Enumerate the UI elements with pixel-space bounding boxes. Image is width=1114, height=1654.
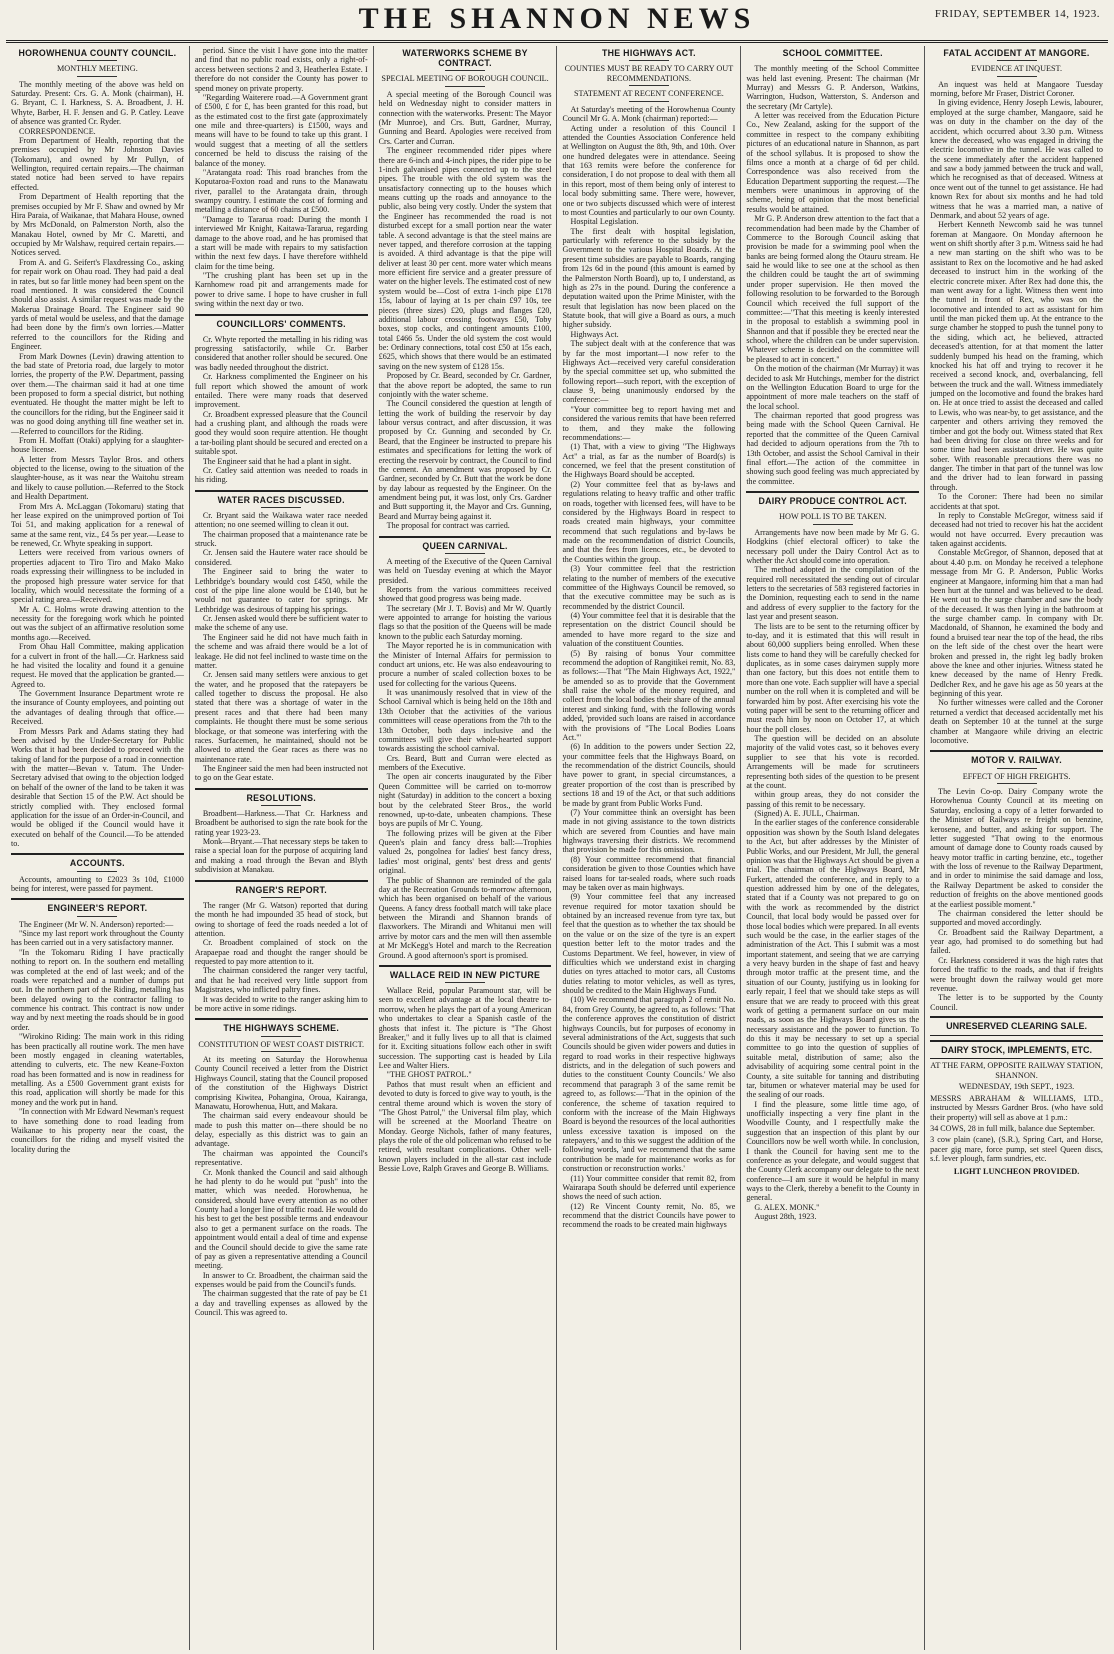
- article-divider: [379, 965, 552, 967]
- article-paragraph: I find the pleasure, some little time ago, of unofficially inspecting a very fine plant in the Woodville County, and I respectfully make the suggestion that an inspection of this plant by our Councillors now be well worth while. In conclusion, I thank the Council for having sent me to the conference as your delegate, and would suggest that the County Clerk accompany our delegate to the next conference—I am sure it would be helpful in many ways to the Clerk, thereby a benefit to the County in general.: [746, 1099, 920, 1203]
- article-paragraph: The Engineer said he did not have much faith in the scheme and was afraid there would be a lot of leakage. He did not feel inclined to waste time on the matter.: [194, 632, 368, 670]
- article-headline: WATER RACES DISCUSSED.: [217, 494, 345, 505]
- article-paragraph: Hospital Legislation.: [570, 217, 639, 227]
- article-paragraph: It was decided to write to the ranger asking him to be more active in some ridings.: [194, 994, 368, 1013]
- article: [562, 48, 735, 1230]
- article-paragraph: To the Coroner: There had been no similar accidents at that spot.: [930, 492, 1103, 511]
- article-headline: MOTOR V. RAILWAY.: [971, 755, 1062, 766]
- article-paragraph: The chairman reported that good progress was being made with the School Queen Carnival. He reported that the committee of the Queen Carnival had decided to adjourn operations from the 7th to 13th October, and assist the School Carnival in their final effort.—The action of the committee in showing such good feeling was much appreciated by the committee.: [746, 411, 920, 486]
- article-paragraph: The Council considered the question at length of letting the work of building the reservoir by day labour versus contract, and after discussion, it was proposed by Cr. Gunning and seconded by Cr. Beard, that the Engineer be instructed to prepare his estimates and specifications for letting the work of erecting the reservoir by contract, the Council to find the cement. An amendment was proposed by Cr. Gardner, seconded by Cr. Butt that the work be done by day labour as requested by the Engineer. On the amendment being put, it was lost, only Crs. Gardner and Butt supporting it, the Mayor and Crs. Gunning, Beard and Murray being against it.: [378, 399, 552, 521]
- article-paragraph: It was unanimously resolved that in view of the School Carnival which is being held on the 18th and 13th October that the activities of the various committees will cease operations from the 7th to the 13th October, both days inclusive and the committees will give their whole-hearted support towards assisting the school carnival.: [378, 688, 552, 754]
- article-paragraph: The question will be decided on an absolute majority of the valid votes cast, so it behoves every supplier to see that his vote is recorded. Arrangements will be made for scrutineers representing both sides of the question to be present at the count.: [746, 734, 920, 790]
- headline-rule: [261, 897, 301, 898]
- article-headline: COUNCILLORS' COMMENTS.: [216, 318, 346, 329]
- article-paragraph: The subject dealt with at the conference that was by far the most important—I now refer to the Highways Act—received very careful consideration by the special committee set up, who submitted the following report—such report, with the exception of clause 9, being unanimously endorsed by the conference:—: [562, 339, 736, 405]
- article-paragraph: "The crushing plant has been set up in the Karnhomew road pit and arrangements made for power to drive same. I hope to have crusher in full swing within the next day or two.: [194, 271, 368, 309]
- newspaper-title: THE SHANNON NEWS: [358, 2, 756, 35]
- ad-footer: LIGHT LUNCHEON PROVIDED.: [953, 1167, 1080, 1177]
- article-paragraph: Cr. Jensen said many settlers were anxious to get the water, and he proposed that the ratepayers be called together to discuss the proposal. He also stated that there was a shortage of water in the present races and that there had been many complaints. He thought there must be some serious blockage, or that someone was interfering with the races. Surfacemen, he maintained, should not be allowed to attend the Gear races as there was no maintenance rate.: [194, 670, 368, 764]
- article-paragraph: No further witnesses were called and the Coroner returned a verdict that deceased accidentally met his death on September 10 at the tunnel at the surge chamber at Mangaore while driving an electric locomotive.: [930, 698, 1103, 745]
- article-paragraph: The chairman was appointed the Council's representative.: [194, 1148, 368, 1168]
- article: [746, 48, 919, 486]
- article-paragraph: G. ALEX. MONK.": [754, 1202, 820, 1212]
- masthead-rule: [6, 40, 1108, 43]
- article-headline: THE HIGHWAYS ACT.: [601, 48, 696, 58]
- column-4: [556, 46, 740, 1650]
- subhead-rule: [997, 76, 1037, 77]
- subhead-rule: [997, 783, 1037, 784]
- article-paragraph: In reply to Constable McGregor, witness said if deceased had not tried to recover his hat the accident would not have occurred. Every precaution was taken against accidents.: [930, 510, 1103, 549]
- ad-lot: 34 COWS, 28 in full milk, balance due September.: [930, 1123, 1095, 1133]
- article-subhead: HOW POLL IS TO BE TAKEN.: [779, 512, 887, 522]
- article-paragraph: The public of Shannon are reminded of the gala day at the Recreation Grounds to-morrow afternoon, which has been organised on behalf of the various Queens. A fancy dress football match will take place between the Mirandi and Shannon brands of flaxworkers. The Mirandi and Whitanui men will arrive by motor cars and the men will then assemble at Mr McKegg's Hotel and march to the Recreation Ground. A good afternoon's sport is promised.: [378, 875, 552, 960]
- article-paragraph: Cr. Jensen said the Hautere water race should be considered.: [194, 548, 368, 567]
- article: [379, 970, 552, 1174]
- ad-title: UNRESERVED CLEARING SALE.: [930, 1016, 1103, 1035]
- masthead: [0, 0, 1114, 38]
- article-paragraph: (12) Re Vincent County remit, No. 85, we recommend that the district Councils have power to recommend the roads to be created main highways: [562, 1201, 736, 1230]
- article: [379, 48, 552, 531]
- article-paragraph: The engineer recommended rider pipes where there are 6-inch and 4-inch pipes, the rider pipe to be 1-inch galvanised pipes connected up to the steel pipes. The trouble with the old system was the unsatisfactory connecting up to the houses which means cutting up the roads and annoyance to the public, also being very costly. Under the system that the Engineer has recommended the road is not disturbed except for a small portion near the water table. A second advantage is that the steel mains are never tapped, and therefore corrosion at the tapping is avoided. A third advantage is that the pipe will deliver at least 30 per cent. more water which means more efficient fire service and a greater pressure of water on the higher levels. The estimated cost of new system would be—Cost of extra 1-inch pipe £178 15s, labour of laying at 1s per chain £97 10s, tee pieces (three sizes) £20, plugs and flanges £20, additional labour crossing footways £50, Toby boxes, stop cocks, and contingent amounts £100, total £466 5s. Under the old system the cost would be: Ordinary connections, total cost £50 at 15s each, £625, which shows that there would be an estimated saving on the new system of £128 15s.: [378, 146, 552, 371]
- article-paragraph: (10) We recommend that paragraph 2 of remit No. 84, from Grey County, be agreed to, as follows: 'That the conference approves the constitution of district highways Councils, but for purposes of economy in several administrations of the Act, suggests that such Councils should be given wider powers and duties in regard to road works in their respective highways districts, and in the delegation of such powers and duties to the constituent County Councils.' We also recommend that paragraph 3 of the same remit be agreed to, as follows:—'That in the opinion of the conference, the scheme of taxation required to conform with the increase of the Main Highways Board is beyond the resources of the local authorities unless excessive taxation is imposed on the ratepayers,' and to this we suggest the addition of the following words, 'and we recommend that the same contribution be made for maintenance works as for construction or reconstruction works.': [562, 995, 736, 1174]
- article-divider: [11, 853, 184, 855]
- article-paragraph: In answer to Cr. Broadbent, the chairman said the expenses would be paid from the Council's funds.: [194, 1270, 368, 1290]
- article-paragraph: The ranger (Mr G. Watson) reported that during the month he had impounded 35 head of stock, but owing to shortage of feed the roads needed a lot of attention.: [194, 900, 368, 938]
- article-paragraph: At its meeting on Saturday the Horowhenua County Council received a letter from the District Highways Council, stating that the Council proposed of the constitution of the Highways District comprising Kiwitea, Pohangina, Oroua, Kairanga, Manawatu, Horowhenua, Hutt, and Makara.: [194, 1055, 368, 1111]
- headline-rule: [629, 60, 669, 61]
- article-paragraph: A letter from Messrs Taylor Bros. and others objected to the license, owing to the situation of the slaughter-house, as it was near the Waitohu stream and likely to cause pollution.—Referred to the Stock and Health Department.: [11, 454, 184, 502]
- article-paragraph: August 28th, 1923.: [754, 1212, 817, 1222]
- article-subhead: MONTHLY MEETING.: [57, 64, 138, 74]
- article-paragraph: Cr. Catley said attention was needed to roads in his riding.: [194, 465, 368, 485]
- article-paragraph: Mr A. C. Holms wrote drawing attention to the necessity for the foregoing work which he pointed out was the subject of an affirmative resolution some months ago.—Received.: [11, 604, 184, 642]
- article-paragraph: within group areas, they do not consider the passing of this remit to be necessary.: [746, 790, 920, 809]
- article-paragraph: In the earlier stages of the conference considerable opposition was shown by the South Island delegates to the Act, but after addresses by the Minister of Public Works, and our President, Mr Jull, the general opinion was that the Highways Act should be given a trial. The chairman of the Highways Board, Mr Furkert, attended the conference, and in reply to a question addressed him by one of the delegates, stated that if a County was not prepared to go on with the work as recommended by the district Council, that local body would be passed over for those local bodies which were prepared. In all events such would be the case, in the earlier stages of the administration of the Act. This I submit was a most important statement, and seeing that we are carrying a very heavy burden in the shape of fast and heavy through motor traffic at the present time, and the situation of our County, justifying us in looking for early repair, I feel that we should take steps as will ensure that we are ready to proceed with this great work of getting a permanent surface on our main roads, as soon as the Highways Board gives us the necessary assistance and the power to function. To do this it may be necessary to set up a special committee to go into the question of supplies of suitable metal, distribution of same; also the advisability of acquiring some central point in the County, a site suitable for tanning and distributing tar, bitumen or whatever material may be used for the sealing of our roads.: [746, 818, 920, 1100]
- article-paragraph: "Regarding Waiterere road.—A Government grant of £500, £ for £, has been granted for this road, but as the estimated cost to the first gate (approximately one mile and three-quarters) is £1500, ways and means will have to be found to take up this grant. I would suggest that a meeting of all the settlers concerned be held to discuss the raising of the balance of the money.: [194, 92, 368, 168]
- article: [379, 541, 552, 960]
- subhead-rule: [813, 524, 853, 525]
- article-paragraph: "Your committee beg to report having met and considered the various remits that have been referred to them, and they make the following recommendations:—: [562, 404, 736, 442]
- issue-date: FRIDAY, SEPTEMBER 14, 1923.: [934, 8, 1100, 20]
- headline-rule: [997, 60, 1037, 61]
- article-paragraph: (Signed) A. E. JULL, Chairman.: [754, 809, 860, 819]
- headline-rule: [261, 1036, 301, 1037]
- article-subhead: EVIDENCE AT INQUEST.: [971, 64, 1062, 74]
- article-paragraph: The first dealt with hospital legislation, particularly with reference to the subsidy by the Government to the various Hospital Boards. At the present time subsidies are payable to Boards, ranging from 12s 6d in the pound (this amount is earned by the Palmerston North Board), up to, I understand, as high as 27s in the pound. During the conference a deputation waited upon the Prime Minister, with the result that legislation has now been placed on the Statute book, that will give a Board as ours, a much higher subsidy.: [562, 226, 736, 330]
- article-paragraph: The following prizes will be given at the Fiber Queen's plain and fancy dress ball:—Trophies valued 2s, pongolnea for ladies' best fancy dress, ladies' most original, gents' best dress and gents' original.: [378, 828, 552, 876]
- article-headline: ACCOUNTS.: [69, 858, 125, 869]
- article-paragraph: The open air concerts inaugurated by the Fiber Queen Committee will be carried on to-morrow night (Saturday) in addition to the concert a boxing bout by the celebrated Steer Bros., the world renowned, up-to-date, unbeaten champions. These boys are pupils of Mr C. Young.: [378, 772, 552, 829]
- article-paragraph: (4) Your committee feel that it is desirable that the representation on the district Council should be amended to have more regard to the size and valuation of the constituent Counties.: [562, 611, 736, 649]
- ad-location: AT THE FARM, OPPOSITE RAILWAY STATION, SHANNON.: [930, 1060, 1103, 1080]
- ad-date: WEDNESDAY, 19th SEPT., 1923.: [958, 1082, 1075, 1092]
- subhead-rule: [629, 85, 669, 86]
- subhead-rule: [445, 86, 485, 87]
- article-paragraph: The chairman considered the letter should be supported and moved accordingly.: [930, 908, 1103, 928]
- article-paragraph: CORRESPONDENCE.: [19, 126, 96, 136]
- headline-rule: [77, 916, 117, 917]
- article: [930, 48, 1103, 745]
- article-paragraph: Highways Act.: [570, 329, 619, 339]
- article-paragraph: The method adopted in the compilation of the required roll necessitated the sending out of circular letters to the secretaries of 583 registered factories in the Dominion, requesting each to send in the name and address of every supplier to the factory for the last year and present season.: [746, 565, 920, 622]
- article-paragraph: "Since my last report work throughout the County has been carried out in a very satisfactory manner.: [11, 929, 184, 948]
- article-paragraph: Cr. Whyte reported the metalling in his riding was progressing satisfactorily, while Cr. Barber considered that another roller should be secured. One was badly needed throughout the district.: [194, 334, 368, 372]
- subhead-rule: [77, 76, 117, 77]
- article-paragraph: Cr. Jensen asked would there be sufficient water to make the scheme of any use.: [194, 614, 368, 633]
- article-paragraph: The monthly meeting of the above was held on Saturday. Present: Crs. G. A. Monk (chairman), H. G. Bryant, C. I. Harkness, S. A. Broadbent, J. H. Whyte, Barber, H. F. Jensen and G. P. Catley. Leave of absence was granted Cr. Ryder.: [11, 79, 184, 127]
- article-paragraph: Cr. Harkness complimented the Engineer on his full report which showed the amount of work entailed. There were many roads that deserved improvement.: [194, 372, 368, 410]
- article-paragraph: The Government Insurance Department wrote re the insurance of County employees, and pointing out the advantages of dealing through that office.—Received.: [11, 689, 184, 727]
- article-paragraph: The chairman considered the ranger very tactful, and that he had received very little support from Magistrates, who inflicted paltry fines.: [194, 966, 368, 995]
- article-paragraph: "In the Tokomaru Riding I have practically nothing to report on. In the southern end metalling was completed at the end of last week; and of the roads were repatched and a number of dumps put out. In the northern part of the Riding, metalling has been delayed owing to the contractor falling to commence his contract. This contract is now under way and by next meeting the roads should be in good order.: [11, 947, 184, 1032]
- article-paragraph: From Messrs Park and Adams stating they had been advised by the Under-Secretary for Public Works that it had been decided to proceed with the taking of land for the purpose of a road in connection with the matter—Bevan v. Tatum. The Under-Secretary advised that owing to the objection lodged on behalf of the owner of the land to be taken it was desirable that Section 15 of the P.W. Act should be strictly complied with. They enclosed formal application for the issue of an Order-in-Council, and would be obliged if the Council would have it executed on behalf of the Council.—To be attended to.: [11, 726, 184, 849]
- article: [11, 858, 184, 893]
- article-divider: [746, 491, 919, 493]
- article-divider: [379, 536, 552, 538]
- article-divider: [195, 314, 368, 316]
- article-headline: SCHOOL COMMITTEE.: [782, 48, 883, 58]
- article-paragraph: (2) Your committee feel that as by-laws and regulations relating to heavy traffic and other traffic on roads, together with licensed fees, will have to be considered by the Highways Board in respect to roads created main highways, your committee recommend that such regulations and by-laws be made on the recommendation of district Councils, and that the fees from licences, etc., be devoted to the Counties within the group.: [562, 479, 736, 564]
- article-paragraph: The Engineer said that he had a plant in sight.: [202, 456, 352, 466]
- headline-rule: [77, 871, 117, 872]
- article-paragraph: (5) By raising of bonus Your committee recommend the adoption of Rangitikei remit, No. 83, as follows:—That "The Main Highways Act, 1922," be amended so as to provide that the Government shall raise the whole of the money required, and collect from the local bodies their share of the annual interest and sinking fund, with the following words added, 'provided such loans are raised in accordance with the provisions of "The Local Bodies Loans Act."': [562, 648, 736, 742]
- article-paragraph: "Damage to Tararua road: During the month I interviewed Mr Knight, Kaitawa-Tararua, regarding damage to the above road, and he has promised that a start will be made with repairs to my satisfaction within the next few days. I have therefore withheld claim for the time being.: [194, 214, 368, 271]
- article-subhead: SPECIAL MEETING OF BOROUGH COUNCIL.: [381, 74, 549, 84]
- article: [11, 903, 184, 1154]
- article-paragraph: Accounts, amounting to £2023 3s 10d, £1000 being for interest, were passed for payment.: [11, 874, 184, 894]
- article-paragraph: Arrangements have now been made by Mr G. G. Hodgkins (chief electoral officer) to take the necessary poll under the Dairy Control Act as to whether the Act should come into operation.: [746, 527, 920, 565]
- article-paragraph: The letter is to be supported by the County Council.: [930, 993, 1103, 1012]
- article-headline: WALLACE REID IN NEW PICTURE: [389, 969, 541, 980]
- article-paragraph: The Mayor reported he is in communication with the Minister of Internal Affairs for permission to conduct art unions, etc. He was also endeavouring to procure a number of scaled collection boxes to be used for collecting for the various Queens.: [378, 641, 552, 688]
- column-2: [189, 46, 373, 1650]
- article-paragraph: The monthly meeting of the School Committee was held last evening. Present: The chairman (Mr Murray) and Messrs G. P. Anderson, Watkins, Warrington, Hudson, Watterston, S. Anderson and the secretary (Mr Cartyle).: [746, 64, 920, 111]
- article-paragraph: Cr. Bryant said the Waikawa water race needed attention; no one seemed willing to clean it out.: [194, 510, 368, 530]
- article-paragraph: At Saturday's meeting of the Horowhenua County Council Mr G. A. Monk (chairman) reported:—: [562, 104, 736, 124]
- article-paragraph: An inquest was held at Mangaore Tuesday morning, before Mr Fraser, District Coroner.: [930, 79, 1103, 99]
- article-paragraph: Reports from the various committees received showed that good progress was being made.: [378, 584, 552, 604]
- article-subhead: CONSTITUTION OF WEST COAST DISTRICT.: [198, 1039, 365, 1049]
- article-paragraph: From Mrs A. McLaggan (Tokomaru) stating that her lease expired on the unimproved portion of Toi Toi 51, and making application for a renewal of same at the same rent, viz., £4 5s per year.—Lease to be renewed, Cr. Whyte speaking in support.: [11, 501, 184, 549]
- article-paragraph: The proposal for contract was carried.: [386, 521, 510, 531]
- article-subhead: STATEMENT AT RECENT CONFERENCE.: [573, 89, 724, 99]
- article-paragraph: A letter was received from the Education Picture Co., New Zealand, asking for the support of the committee in respect to the company exhibiting pictures of an educational nature in Shannon, as part of the school syllabus. It is proposed to show the films once a month at a charge of 6d per child. Correspondence was also received from the Education Department supporting the request.—The members were unanimous in approving of the scheme, being of opinion that the most beneficial results would be attained.: [746, 111, 920, 214]
- article-divider: [930, 750, 1103, 752]
- clearing-sale-advertisement: [930, 1016, 1103, 1177]
- article-paragraph: The Engineer (Mr W. N. Anderson) reported:—: [19, 919, 174, 929]
- article-paragraph: Herbert Kenneth Newcomb said he was tunnel foreman at Mangaore. On Monday afternoon he went on shift shortly after 3 p.m. Witness said he had a new man starting on the shift who was to be assistant to Rex on the locomotive and he had asked deceased to instruct him in the working of the electric concrete mixer. After Rex had done this, the man went away for a light. Witness then went into the tunnel in front of Rex, who was on the locomotive and intended to act as assistant for him until the man picked them up. At the entrance to the surge chamber he stopped to push the tunnel pony to the siding, which act, he believed, attracted deceased's attention, for at that moment the latter suddenly bumped his head on the framing, which knocked his hat off and trying to recover it he received a second knock, and, overbalancing, fell between the truck and the wall. Witness immediately jumped on the locomotive and found the brakes hard on. He at once tried to assist the deceased and called to Lewis, who was near-by, to get assistance, and the carpenter and others arriving they removed the timber and got the body out. Witness stated that Rex had been driving for close on three weeks and for some time had been assistant driver. He was quite sober. With reasonable precautions there was no danger. The timber in that part of the tunnel was low and the driver had to lean forward in passing through.: [930, 220, 1103, 492]
- article-divider: [195, 490, 368, 492]
- article-paragraph: Cr. Harkness considered it was the high rates that forced the traffic to the roads, and that if freights were brought down the railway would get more revenue.: [930, 955, 1103, 993]
- article-paragraph: "THE GHOST PATROL.": [386, 1070, 472, 1080]
- article: [195, 1023, 368, 1317]
- article-headline: HOROWHENUA COUNTY COUNCIL.: [18, 48, 177, 58]
- headline-rule: [261, 507, 301, 508]
- article-paragraph: Pathos that must result when an efficient and devoted to duty is forced to give way to youth, is the central theme around which is woven the story of "The Ghost Patrol," the Universal film play, which will be screened at the Moorland Theatre on Monday. George Nichols, father of many features, plays the role of the old policeman who refused to be retired, with resultant complications. Other well-known players included in the all-star cast include Bessie Love, Ralph Graves and George B. Williams.: [378, 1079, 552, 1174]
- ad-body: MESSRS ABRAHAM & WILLIAMS, LTD., instructed by Messrs Gardner Bros. (who have sold their property) will sell as above at 1 p.m.:: [930, 1093, 1103, 1122]
- article-paragraph: The chairman proposed that a maintenance rate be struck.: [194, 529, 368, 549]
- article-paragraph: Broadbent—Harkness.—That Cr. Harkness and Broadbent be authorised to sign the rate book for the rating year 1923-23.: [194, 808, 368, 837]
- article-paragraph: "Aratangata road: This road branches from the Koputaroa-Foxton road and runs to the Manawatu river, parallel to the Aratangata drain, through swampy country. I estimate the cost of forming and metalling a distance of 60 chains at £500.: [194, 167, 368, 215]
- article-headline: RESOLUTIONS.: [246, 792, 317, 803]
- article-divider: [195, 880, 368, 882]
- article: [195, 495, 368, 783]
- subhead-rule: [261, 1051, 301, 1052]
- headline-rule: [77, 60, 117, 61]
- article-paragraph: From A. and G. Seifert's Flaxdressing Co., asking for repair work on Ohau road. They had paid a deal in rates, but so far little money had been spent on the road mentioned. It was considered the Council should also assist. A similar request was made by the Makerua Drainage Board. The Engineer said 90 yards of metal would be useless, and that the damage had been done by the firm's own lorries.—Matter referred to the councillors for the Riding and Engineer.: [11, 257, 184, 352]
- article-paragraph: (7) Your committee think an oversight has been made in not giving assistance to the town districts which are severed from Counties and have main highways traversing their districts. We recommend that provision be made for this omission.: [562, 807, 736, 855]
- article-paragraph: The Engineer said to bring the water to Lethbridge's boundary would cost £450, while the cost of the pipe line alone would be £140, but he would not guarantee to cater for springs. Mr Lethbridge was desirous of tapping his springs.: [194, 567, 368, 614]
- article: [11, 48, 184, 848]
- article-paragraph: Wallace Reid, popular Paramount star, will be seen to excellent advantage at the local theatre to-morrow, when he plays the part of a young American who undertakes to clear a Spanish castle of the ghosts that infest it. The picture is "The Ghost Breaker," and it fully lives up to all that is claimed for it. Exciting situations follow each other in swift succession. The supporting cast is headed by Lila Lee and Walter Hiers.: [378, 986, 552, 1071]
- article-headline: THE HIGHWAYS SCHEME.: [223, 1023, 340, 1034]
- article-divider: [195, 1018, 368, 1020]
- article-paragraph: Cr. Broadbent complained of stock on the Arapaepae road and thought the ranger should be requested to pay more attention to it.: [194, 938, 368, 967]
- article-paragraph: The lists are to be sent to the returning officer by to-day, and it is estimated that this will result in about 60,000 suppliers being enrolled. When these lists come to hand they will be carefully checked for duplicates, as in some cases dairymen supply more than one factory, but this does not entitle them to more than one vote. Each supplier will have a special number on the roll when it is completed and will be forwarded him by post. After exercising his vote the voting paper will be sent to the returning officer and must reach him by noon on October 17, at which hour the poll closes.: [746, 621, 920, 734]
- article-paragraph: Mr G. P. Anderson drew attention to the fact that a recommendation had been made by the Chamber of Commerce to the Borough Council asking that provision be made for a swimming pool when the banks are being formed along the Otauru stream. He said he would like to see one at the school as then the children could be taught the art of swimming under proper supervision. He then moved the following resolution to be forwarded to the Borough Council which received the full support of the committee:—"That this meeting is keenly interested in the proposal to establish a swimming pool in Shannon and that if possible they be erected near the school, where the children can be under supervision. Whatever scheme is decided on the committee will be pleased to act in concert.": [746, 214, 920, 364]
- column-6: [924, 46, 1108, 1650]
- article-divider: [11, 898, 184, 900]
- article-paragraph: A special meeting of the Borough Council was held on Wednesday night to consider matters in connection with the waterworks. Present: The Mayor (Mr Munroe), and Crs. Butt, Gardner, Murray, Gunning and Beard. Apologies were received from Crs. Carter and Curran.: [378, 89, 552, 146]
- article-headline: QUEEN CARNIVAL.: [422, 540, 508, 551]
- article-headline: DAIRY PRODUCE CONTROL ACT.: [758, 496, 907, 507]
- article-paragraph: Cr. Broadbent expressed pleasure that the Council had a crushing plant, and although the roads were good they would soon require attention. He thought a tar-boiling plant should be secured and erected on a suitable spot.: [194, 409, 368, 457]
- headline-rule: [261, 331, 301, 332]
- article-paragraph: (6) In addition to the powers under Section 22, your committee feels that the Highways Board, on the recommendation of the district Councils, should have power to grant, in special circumstances, a greater proportion of the cost than is prescribed by sections 18 and 19 of the Act, or that such additions be made by grant from Public Works Fund.: [562, 742, 736, 808]
- headline-rule: [445, 553, 485, 554]
- headline-rule: [813, 60, 853, 61]
- newspaper-columns: [6, 46, 1108, 1650]
- article-paragraph: Crs. Beard, Butt and Curran were elected as members of the Executive.: [378, 753, 552, 772]
- article-paragraph: "In connection with Mr Edward Newman's request to have something done to road leading from Waikanae to his property near the coast, the councillors for the riding and myself visited the locality during the: [11, 1107, 184, 1154]
- article-headline: RANGER'S REPORT.: [235, 884, 327, 895]
- headline-rule: [813, 508, 853, 509]
- article-paragraph: Monk—Bryant.—That necessary steps be taken to raise a special loan for the purpose of acquiring land and making a road through the Bevan and Blyth subdivision at Manakau.: [194, 837, 368, 875]
- column-3: [373, 46, 557, 1650]
- column-5: [740, 46, 924, 1650]
- headline-rule: [261, 805, 301, 806]
- article-paragraph: The Engineer said the men had been instructed not to go on the Gear estate.: [194, 764, 368, 783]
- article-paragraph: From Mark Downes (Levin) drawing attention to the bad state of Pretoria road, due largely to motor lorries, the property of the P.W. Department, passing over them.—The chairman said it had at one time been proposed to form a special district, but nothing eventuated. He thought the matter might be left to the councillors for the riding, but the Engineer said it was no good doing anything till fine weather set in.—Referred to councillors for the Riding.: [11, 351, 184, 436]
- article: [195, 793, 368, 875]
- article-paragraph: The chairman said every endeavour should be made to push this matter on—there should be no delay, especially as this district was to gain an advantage.: [194, 1111, 368, 1149]
- headline-rule: [997, 768, 1037, 769]
- ad-items: 3 cow plain (cane), (S.R.), Spring Cart, and Horse, pacer gig mare, force pump, set steel Queen discs, s.f. lever plough, farm sundries, etc.: [930, 1135, 1103, 1164]
- article-paragraph: The secretary (Mr J. T. Bovis) and Mr W. Quartly were appointed to arrange for hoisting the various flags so that the position of the Queens will be made known to the public each Saturday morning.: [378, 603, 552, 641]
- article: [195, 885, 368, 1014]
- article-paragraph: From Ohau Hall Committee, making application for a culvert in front of the hall.—Cr. Harkness said he had visited the locality and found it a genuine request. He moved that the application be granted.—Agreed to.: [11, 642, 184, 689]
- article-headline: ENGINEER'S REPORT.: [47, 903, 148, 914]
- article-headline: WATERWORKS SCHEME BY CONTRACT.: [402, 48, 528, 69]
- article-paragraph: "Wirokino Riding: The main work in this riding has been practically all routine work. The men have been mostly engaged in cleaning watertables, attending to culverts, etc. The new Keane-Foxton road has been formatted and is now in readiness for metalling. As a £500 Government grant exists for this road, application will shortly be made for this money and the work put in hand.: [11, 1032, 184, 1107]
- article: [930, 755, 1103, 1012]
- article-paragraph: Acting under a resolution of this Council I attended the Counties Association Conference held at Wellington on August the 8th, 9th, and 10th. Over one hundred delegates were in attendance. Seeing that 163 remits were before the conference for consideration, I do not propose to deal with them all in this report, most of them being only of interest to local body submitting same. There were, however, one or two subjects discussed which were of interest to most Counties and particularly to our own County.: [562, 123, 736, 217]
- ad-subtitle: DAIRY STOCK, IMPLEMENTS, ETC.: [930, 1040, 1103, 1059]
- article: [195, 319, 368, 485]
- article-paragraph: (9) Your committee feel that any increased revenue required for motor taxation should be obtained by an increased revenue from tyre tax, but feel that the question as to whether the tax should be on the value or on the size of the tyre is an expert question better left to the motor trades and the Customs Department. We feel, however, in view of difficulties which we understand exist in charging duties on tyres attached to motor cars, all Customs duties relating to motor vehicles, as well as tyres, should be credited to the Main Highways Fund.: [562, 892, 736, 995]
- article-headline: FATAL ACCIDENT AT MANGORE.: [943, 48, 1090, 58]
- article-paragraph: From Department of Health, reporting that the premises occupied by Mr Johnston Davies (Tokomaru), and owned by Mr Pullyn, of Wellington, required certain repairs.—The chairman stated notice had been served to have repairs effected.: [11, 135, 184, 192]
- article-paragraph: Cr. Broadbent said the Railway Department, a year ago, had promised to do something but had failed.: [930, 927, 1103, 956]
- article-paragraph: Proposed by Cr. Beard, seconded by Cr. Gardner, that the above report be adopted, the same to run conjointly with the water scheme.: [378, 371, 552, 399]
- article-paragraph: (3) Your committee feel that the restriction relating to the number of members of the executive committee of the Highways Council be removed, so that the executive committee may be such as is recommended by the district Council.: [562, 564, 736, 611]
- article-paragraph: (1) That, with a view to giving "The Highways Act" a trial, as far as the number of Board(s) is concerned, we feel that the present constitution of the Highways Board should be accepted.: [562, 442, 736, 480]
- article-subhead: COUNTIES MUST BE READY TO CARRY OUT RECOMMENDATIONS.: [564, 64, 734, 83]
- article-paragraph: In giving evidence, Henry Joseph Lewis, labourer, employed at the surge chamber, Mangaore, said he was on duty in the chamber on the day of the accident, which occurred about 3.30 p.m. Witness knew the deceased, who was engaged in driving the electric locomotive in the tunnel. He was called to the scene immediately after the accident happened and saw a body jammed between the truck and wall, which he recognised as that of deceased. Witness at once went out of the tunnel to get assistance. He had known Rex for about six months and he had told witness that he was a married man, a native of Denmark, and about 52 years of age.: [930, 98, 1103, 220]
- article-paragraph: A meeting of the Executive of the Queen Carnival was held on Tuesday evening at which the Mayor presided.: [378, 556, 552, 585]
- article-paragraph: The Levin Co-op. Dairy Company wrote the Horowhenua County Council at its meeting on Saturday, enclosing a copy of a letter forwarded to the Minister of Railways re freight on benzine, kerosene, and butter, and asking for support. The letter suggested "That owing to the enormous amount of damage done to County roads caused by heavy motor traffic in carting benzine, etc., together with the loss of revenue to the Railway Department, and in order to minimise the said damage and loss, the Railway Department be asked to consider the reduction of freights on the above mentioned goods at the earliest possible moment.": [930, 787, 1103, 909]
- article: [746, 496, 919, 1221]
- article-paragraph: period. Since the visit I have gone into the matter and find that no public road exists, only a right-of-access between sections 2 and 3, Heatherlea Estate. I therefore do not consider the County has power to spend money on private property.: [194, 46, 368, 93]
- article-paragraph: (8) Your committee recommend that financial consideration be given to those Counties which have raised loans for tar-sealed roads, where such roads may be taken over as main highways.: [562, 854, 736, 892]
- article-paragraph: Constable McGregor, of Shannon, deposed that at about 4.40 p.m. on Monday he received a telephone message from Mr G. P. Anderson, Public Works engineer at Mangaore, informing him that a man had been hurt at the tunnel and was believed to be dead. He went out to the surge chamber and saw the body of the deceased. It was then lying in the bathroom at the surge chamber camp. In company with Dr. Macdonald, of Shannon, he examined the body and found a bruised tear near the top of the head, the ribs on the left side of the chest over the heart were broken and pressed in, the right leg badly broken above the knee and other injuries. Witness stated he knew deceased by the name of Henry Fredk. Dedlcher Rex, and he gave his age as 50 years at the beginning of this year.: [930, 548, 1103, 699]
- article-subhead: EFFECT OF HIGH FREIGHTS.: [962, 771, 1071, 781]
- headline-rule: [445, 982, 485, 983]
- article-paragraph: From H. Moffatt (Otaki) applying for a slaughter-house license.: [11, 435, 184, 455]
- article-paragraph: On the motion of the chairman (Mr Murray) it was decided to ask Mr Hutchings, member for the district on the Wellington Education Board to urge for the appointment of more male teachers on the staff of the local school.: [746, 364, 920, 411]
- article: [195, 46, 368, 309]
- article-paragraph: Cr. Monk thanked the Council and said although he had plenty to do he would put "push" into the matter, which was needed. Horowhenua, he considered, should have every attention as no other County had a longer line of traffic road. He would do his best to get the best possible terms and endeavour also to get a permanent surface on the roads. The appointment would entail a deal of time and expense and the Council should decide to give the same rate of pay as given a representative attending a Council meeting.: [194, 1167, 368, 1271]
- article-divider: [195, 788, 368, 790]
- article-paragraph: Letters were received from various owners of properties adjacent to Tiro Tiro and Mako Mako roads expressing their willingness to be included in the proposed high pressure water service for that locality, which would necessitate the forming of a special rating area.—Received.: [11, 548, 184, 605]
- article-paragraph: From Department of Health reporting that the premises occupied by Mr F. Shaw and owned by Mr Hira Paraia, of Waikanae, that Mahara House, owned by Mrs McDonald, on Palmerston North, also the Manakau Hotel, owned by Mr C. Maretti, and occupied by Mr Walshaw, required certain repairs.—Notices served.: [11, 192, 184, 258]
- headline-rule: [445, 70, 485, 71]
- subhead-rule: [629, 101, 669, 102]
- article-paragraph: The chairman suggested that the rate of pay be £1 a day and travelling expenses as allowed by the Council. This was agreed to.: [194, 1289, 368, 1318]
- article-paragraph: (11) Your committee consider that remit 82, from Wairarapa South should be deferred until experience shows the need of such action.: [562, 1173, 736, 1202]
- column-1: [6, 46, 189, 1650]
